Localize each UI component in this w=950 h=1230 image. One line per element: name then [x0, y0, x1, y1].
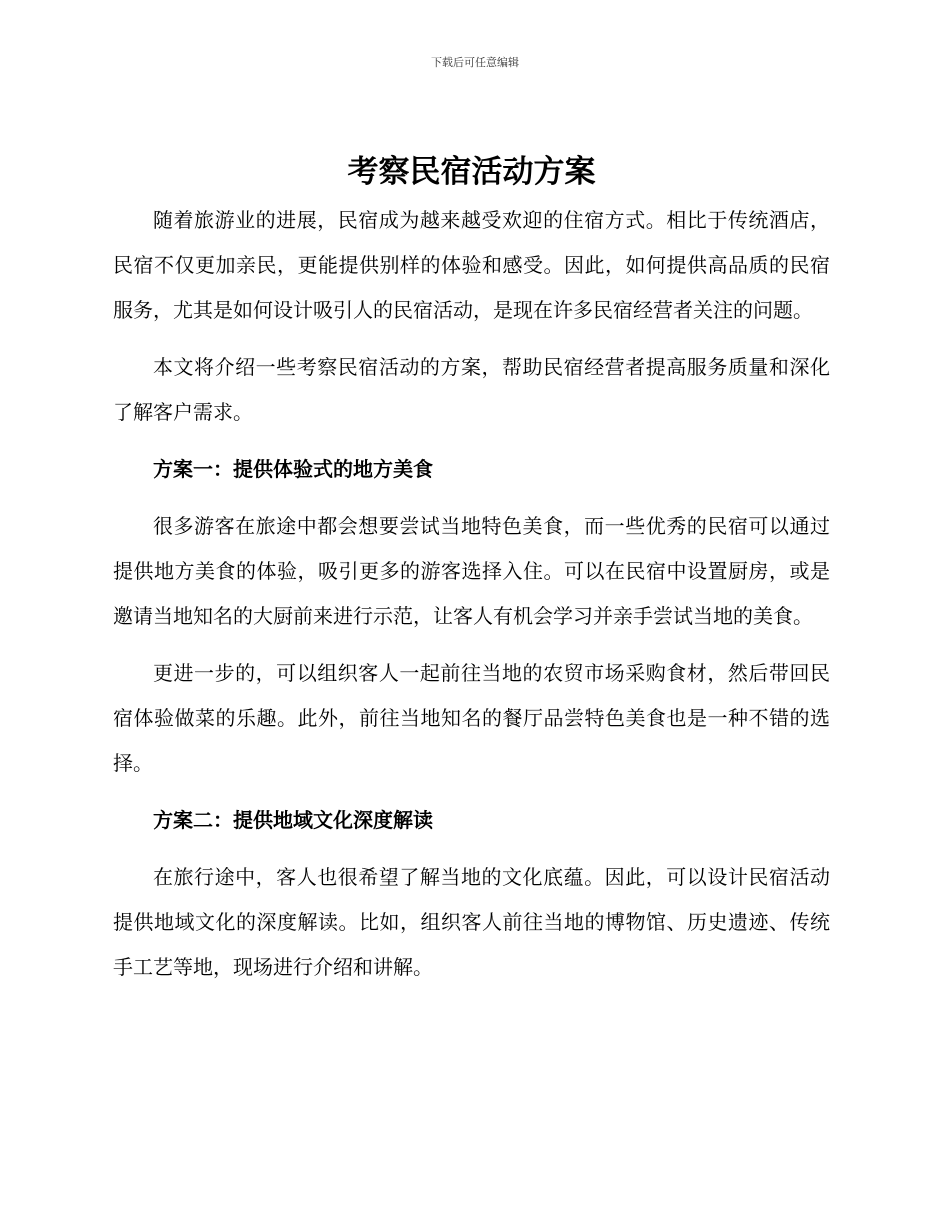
paragraph-plan2-1: 在旅行途中，客人也很希望了解当地的文化底蕴。因此，可以设计民宿活动提供地域文化的深度解读。比如，组织客人前往当地的博物馆、历史遗迹、传统手工艺等地，现场进行介绍和讲解。	[113, 865, 830, 979]
document-title: 考察民宿活动方案	[347, 154, 596, 190]
document-body	[113, 146, 830, 1002]
section-heading-plan1: 方案一：提供体验式的地方美食	[153, 457, 433, 481]
paragraph-purpose: 本文将介绍一些考察民宿活动的方案，帮助民宿经营者提高服务质量和深化了解客户需求。	[113, 355, 830, 424]
paragraph-plan1-1: 很多游客在旅途中都会想要尝试当地特色美食，而一些优秀的民宿可以通过提供地方美食的体验，吸引更多的游客选择入住。可以在民宿中设置厨房，或是邀请当地知名的大厨前来进行示范，让客人有机会学习并亲手尝试当地的美食。	[113, 514, 830, 628]
paragraph-intro: 随着旅游业的进展，民宿成为越来越受欢迎的住宿方式。相比于传统酒店，民宿不仅更加亲民，更能提供别样的体验和感受。因此，如何提供高品质的民宿服务，尤其是如何设计吸引人的民宿活动，是现在许多民宿经营者关注的问题。	[113, 208, 830, 322]
paragraph-plan1-2: 更进一步的，可以组织客人一起前往当地的农贸市场采购食材，然后带回民宿体验做菜的乐趣。此外，前往当地知名的餐厅品尝特色美食也是一种不错的选择。	[113, 661, 830, 775]
section-heading-plan2: 方案二：提供地域文化深度解读	[153, 808, 433, 832]
header-note: 下载后可任意编辑	[431, 56, 519, 69]
